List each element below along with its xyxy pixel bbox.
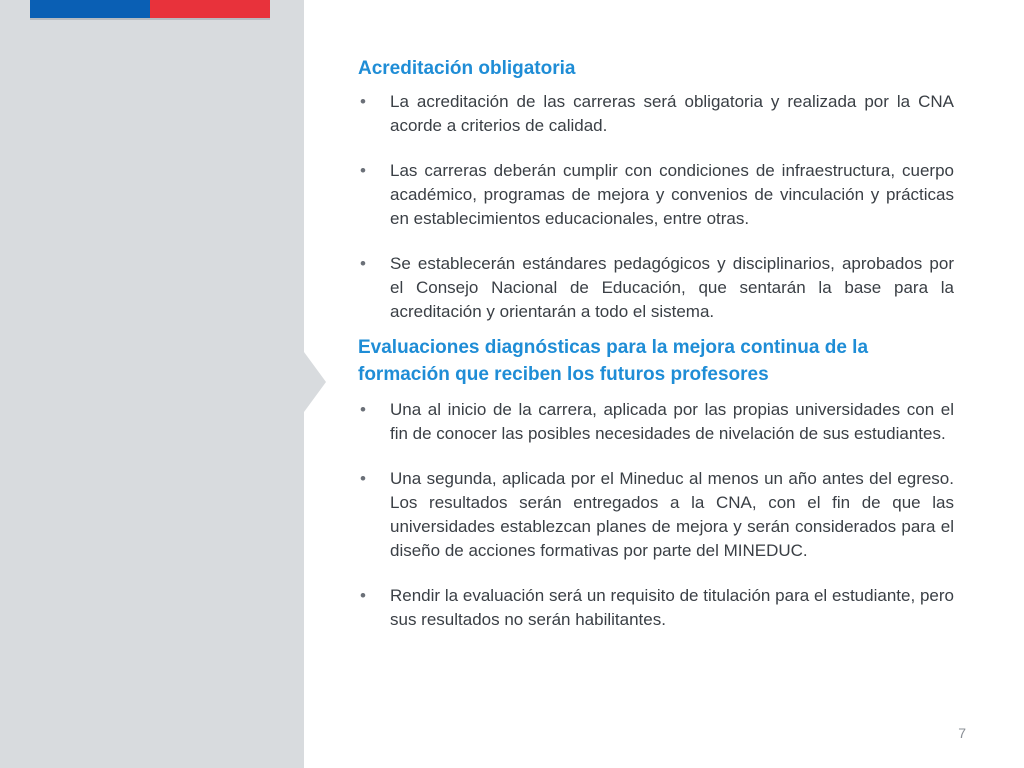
heading-diagnostic-evaluations: Evaluaciones diagnósticas para la mejora continua de la formación que reciben los futuros profesores [358,337,869,385]
sidebar-pointer-arrow [304,352,326,412]
bullet-icon: • [360,586,366,605]
list-item [358,467,954,563]
sidebar-panel [0,0,304,768]
heading-accreditation: Acreditación obligatoria [358,58,576,79]
bullet-icon: • [360,92,366,111]
list-item-text: Una segunda, aplicada por el Mineduc al menos un año antes del egreso. Los resultados serán entregados a la CNA, con el fin de que las universidades establezcan planes de mejora y serán considerados para el diseño de acciones formativas por parte del MINEDUC. [390,469,954,560]
list-item [358,584,954,632]
list-item-text: Rendir la evaluación será un requisito de titulación para el estudiante, pero sus resultados no serán habilitantes. [390,586,954,629]
bullet-icon: • [360,400,366,419]
bullet-list-accreditation [358,90,954,324]
flag-blue-stripe [30,0,150,18]
list-item-text: Las carreras deberán cumplir con condiciones de infraestructura, cuerpo académico, programas de mejora y convenios de vinculación y prácticas en establecimientos educacionales, entre otras. [390,161,954,228]
page-number: 7 [958,725,966,741]
list-item-text: Una al inicio de la carrera, aplicada por las propias universidades con el fin de conocer las posibles necesidades de nivelación de sus estudiantes. [390,400,954,443]
bullet-icon: • [360,254,366,273]
slide-content [358,56,954,632]
bullet-list-evaluations [358,398,954,632]
list-item-text: La acreditación de las carreras será obligatoria y realizada por la CNA acorde a criterios de calidad. [390,92,954,135]
list-item [358,90,954,138]
bullet-icon: • [360,161,366,180]
list-item [358,398,954,446]
list-item-text: Se establecerán estándares pedagógicos y disciplinarios, aprobados por el Consejo Nacional de Educación, que sentarán la base para la acreditación y orientarán a todo el sistema. [390,254,954,321]
bullet-icon: • [360,469,366,488]
flag-red-stripe [150,0,270,18]
flag-underline [30,18,270,20]
list-item [358,159,954,231]
list-item [358,252,954,324]
